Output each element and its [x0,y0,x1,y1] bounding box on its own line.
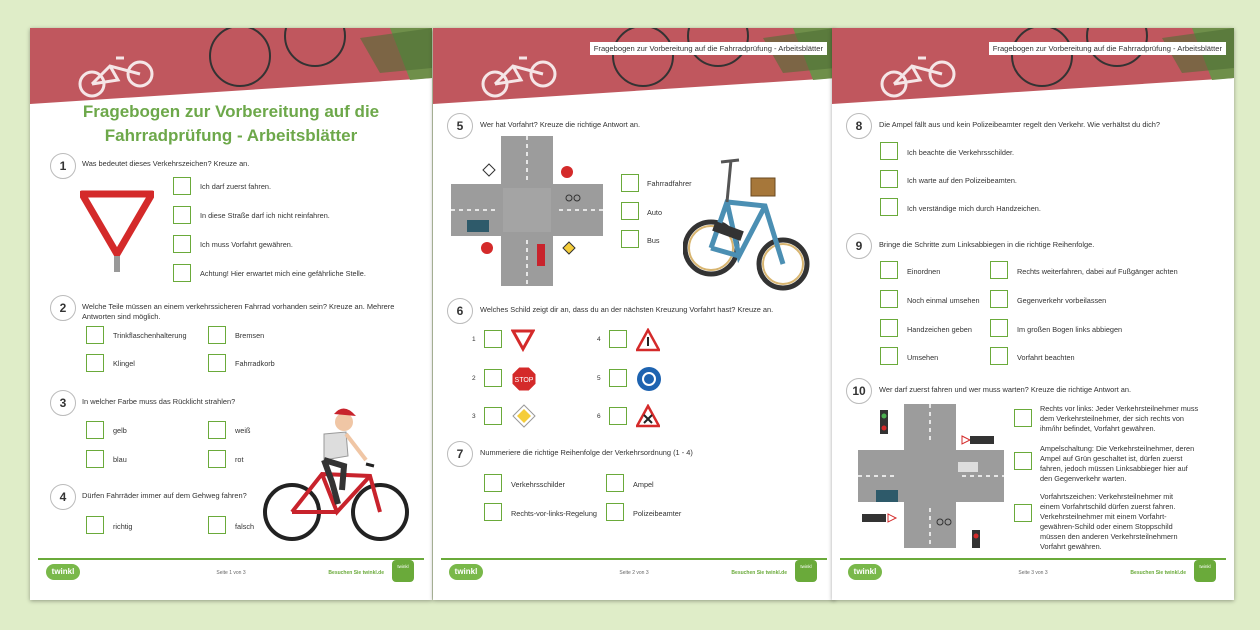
footer-line [38,558,424,560]
answer-checkbox[interactable] [86,421,104,439]
answer-option: Bus [647,236,660,245]
answer-checkbox[interactable] [990,290,1008,308]
question-number: 2 [50,295,76,321]
answer-checkbox[interactable] [208,354,226,372]
answer-option: Ich darf zuerst fahren. [200,182,271,191]
question-text: Nummeriere die richtige Reihenfolge der Verkehrsordnung (1 - 4) [480,448,693,457]
answer-line: Rechts vor links: Jeder Verkehrsteilnehmer muss [1040,404,1199,413]
answer-checkbox[interactable] [1014,409,1032,427]
answer-line: fahren, jedoch müssen Linksabbieger hier auf [1040,464,1188,473]
answer-option: In diese Straße darf ich nicht reinfahren. [200,211,330,220]
question-text: Antworten sind möglich. [82,312,161,321]
answer-checkbox[interactable] [208,326,226,344]
answer-option: Umsehen [907,353,939,362]
bicycle-illustration [683,156,811,306]
question-text: Welche Teile müssen an einem verkehrssicheren Fahrrad vorhanden sein? Kreuze an. Mehrere [82,302,395,311]
answer-option: Rechts-vor-links-Regelung [511,509,597,518]
answer-checkbox[interactable] [484,503,502,521]
answer-checkbox[interactable] [621,174,639,192]
answer-option: Ich beachte die Verkehrsschilder. [907,148,1015,157]
answer-checkbox[interactable] [173,264,191,282]
answer-option: Ampel [633,480,654,489]
answer-line: gewähren-Schild oder einem Stoppschild [1040,522,1173,531]
answer-checkbox[interactable] [990,319,1008,337]
answer-checkbox[interactable] [609,330,627,348]
quality-badge: twinkl [1194,560,1216,582]
answer-checkbox[interactable] [173,177,191,195]
pedestrian-warning-sign-icon [636,328,660,352]
roundabout-sign-icon [636,366,662,392]
answer-line: ihm/ihr befindet, Vorfahrt gewähren. [1040,424,1156,433]
answer-option [1040,404,1198,434]
worksheet-page-3 [832,28,1234,600]
answer-checkbox[interactable] [208,421,226,439]
answer-checkbox[interactable] [86,450,104,468]
page-number: Seite 2 von 3 [619,570,649,576]
worksheet-page-1 [30,28,432,600]
answer-option: Handzeichen geben [907,325,972,334]
answer-option: falsch [235,522,255,531]
question-number: 6 [447,298,473,324]
title-line-1: Fragebogen zur Vorbereitung auf die [82,102,380,121]
quality-badge: twinkl [392,560,414,582]
answer-option: Ich warte auf den Polizeibeamten. [907,176,1017,185]
answer-checkbox[interactable] [609,407,627,425]
answer-option: Fahrradkorb [235,359,275,368]
answer-checkbox[interactable] [621,202,639,220]
answer-checkbox[interactable] [880,170,898,188]
answer-line: müssen den anderen Verkehrsteilnehmern [1040,532,1178,541]
question-text: Dürfen Fahrräder immer auf dem Gehweg fahren? [82,491,247,500]
option-number: 5 [597,375,601,382]
visit-link[interactable]: Besuchen Sie twinkl.de [328,570,384,576]
stop-sign-text: STOP [514,377,534,384]
answer-checkbox[interactable] [173,235,191,253]
answer-checkbox[interactable] [484,330,502,348]
traffic-light-intersection-illustration [858,404,1004,548]
answer-option: Fahrradfahrer [647,179,692,188]
answer-checkbox[interactable] [990,261,1008,279]
option-number: 4 [597,336,601,343]
answer-option: Rechts weiterfahren, dabei auf Fußgänger achten [1017,267,1178,276]
option-number: 2 [472,375,476,382]
answer-checkbox[interactable] [86,354,104,372]
question-number: 5 [447,113,473,139]
priority-road-sign-icon [512,404,536,428]
header-label: Fragebogen zur Vorbereitung auf die Fahrradprüfung - Arbeitsblätter [590,42,827,55]
answer-option: gelb [113,426,127,435]
answer-checkbox[interactable] [484,369,502,387]
question-text: Was bedeutet dieses Verkehrszeichen? Kreuze an. [82,159,250,168]
answer-option: Polizeibeamter [633,509,682,518]
answer-option: Einordnen [907,267,941,276]
answer-option: Noch einmal umsehen [907,296,980,305]
worksheet-page-2 [433,28,835,600]
option-number: 1 [472,336,476,343]
answer-line: Ampel auf Grün geschaltet ist, dürfen zuerst [1040,454,1183,463]
answer-checkbox[interactable] [880,142,898,160]
header-label: Fragebogen zur Vorbereitung auf die Fahrradprüfung - Arbeitsblätter [989,42,1226,55]
intersection-warning-sign-icon [636,404,660,428]
footer-line [441,558,827,560]
answer-checkbox[interactable] [484,407,502,425]
question-text: Die Ampel fällt aus und kein Polizeibeamter regelt den Verkehr. Wie verhältst du dich? [879,120,1160,129]
question-number: 1 [50,153,76,179]
answer-checkbox[interactable] [86,516,104,534]
answer-option: richtig [113,522,133,531]
question-number: 4 [50,484,76,510]
twinkl-logo: twinkl [46,564,80,580]
answer-checkbox[interactable] [606,474,624,492]
answer-option: Auto [647,208,663,217]
answer-checkbox[interactable] [880,347,898,365]
question-number: 8 [846,113,872,139]
answer-line: Ampelschaltung: Die Verkehrsteilnehmer, deren [1040,444,1195,453]
answer-option: Trinkflaschenhalterung [113,331,187,340]
answer-checkbox[interactable] [880,290,898,308]
yield-sign-icon [511,328,535,352]
answer-option: weiß [235,426,251,435]
answer-option: Bremsen [235,331,265,340]
answer-checkbox[interactable] [880,198,898,216]
option-number: 6 [597,413,601,420]
title-line-2: Fahrradprüfung - Arbeitsblätter [104,126,358,145]
question-text: Wer hat Vorfahrt? Kreuze die richtige Antwort an. [480,120,641,129]
footer-line [840,558,1226,560]
answer-option: Achtung! Hier erwartet mich eine gefährliche Stelle. [200,269,366,278]
answer-checkbox[interactable] [1014,504,1032,522]
answer-option [1040,444,1194,484]
visit-link[interactable]: Besuchen Sie twinkl.de [1130,570,1186,576]
question-number: 9 [846,233,872,259]
visit-link[interactable]: Besuchen Sie twinkl.de [731,570,787,576]
answer-checkbox[interactable] [880,261,898,279]
page-title [30,100,432,148]
answer-checkbox[interactable] [621,230,639,248]
twinkl-logo: twinkl [848,564,882,580]
answer-checkbox[interactable] [880,319,898,337]
twinkl-logo: twinkl [449,564,483,580]
yield-sign-icon [80,190,154,272]
answer-checkbox[interactable] [208,516,226,534]
question-text: Wer darf zuerst fahren und wer muss warten? Kreuze die richtige Antwort an. [879,385,1132,394]
answer-option: Klingel [113,359,135,368]
answer-line: dem Verkehrsteilnehmer, der sich rechts von [1040,414,1184,423]
answer-option [1040,492,1178,552]
question-number: 7 [447,441,473,467]
answer-option: Vorfahrt beachten [1017,353,1075,362]
answer-option: Ich muss Vorfahrt gewähren. [200,240,293,249]
cyclist-illustration [262,394,412,554]
answer-line: Vorfahrtszeichen: Verkehrsteilnehmer mit [1040,492,1174,501]
answer-option: Verkehrsschilder [511,480,565,489]
answer-checkbox[interactable] [606,503,624,521]
option-number: 3 [472,413,476,420]
answer-option: rot [235,455,244,464]
answer-option: Ich verständige mich durch Handzeichen. [907,204,1041,213]
answer-checkbox[interactable] [484,474,502,492]
question-text: Welches Schild zeigt dir an, dass du an der nächsten Kreuzung Vorfahrt hast? Kreuze an. [480,305,774,314]
quality-badge: twinkl [795,560,817,582]
answer-line: Vorfahrt gewähren. [1040,542,1102,551]
answer-checkbox[interactable] [1014,452,1032,470]
answer-checkbox[interactable] [86,326,104,344]
answer-option: blau [113,455,127,464]
header-banner [433,28,835,104]
page-number: Seite 3 von 3 [1018,570,1048,576]
question-text: Bringe die Schritte zum Linksabbiegen in die richtige Reihenfolge. [879,240,1095,249]
page-number: Seite 1 von 3 [216,570,246,576]
question-number: 10 [846,378,872,404]
answer-line: Verkehrsteilnehmer mit einem Vorfahrt- [1040,512,1167,521]
intersection-illustration [451,136,603,286]
answer-checkbox[interactable] [990,347,1008,365]
answer-line: einem Vorfahrtschild dürfen zuerst fahren. [1040,502,1176,511]
answer-option: Gegenverkehr vorbeilassen [1017,296,1107,305]
header-banner [832,28,1234,104]
answer-checkbox[interactable] [609,369,627,387]
answer-checkbox[interactable] [173,206,191,224]
answer-option: Im großen Bogen links abbiegen [1017,325,1123,334]
question-number: 3 [50,390,76,416]
question-text: In welcher Farbe muss das Rücklicht strahlen? [82,397,236,406]
answer-checkbox[interactable] [208,450,226,468]
header-banner [30,28,432,104]
answer-line: den Gegenverkehr warten. [1040,474,1127,483]
stop-sign-icon [511,366,537,392]
